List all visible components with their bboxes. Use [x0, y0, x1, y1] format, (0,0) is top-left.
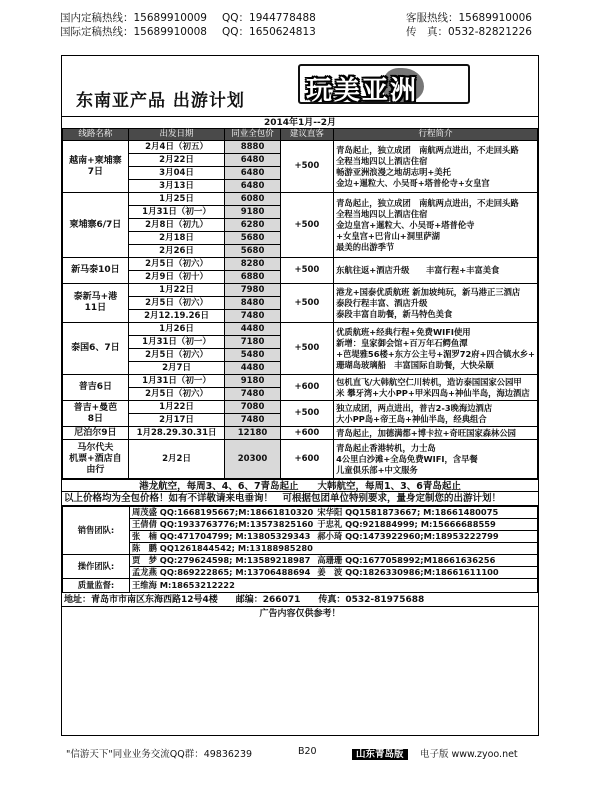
suggested-markup: +500: [280, 141, 333, 193]
title-bar: [62, 56, 538, 116]
departure-date: 2月4日（初五）: [128, 141, 225, 154]
itinerary-summary: [334, 427, 538, 440]
route-name: [63, 141, 129, 193]
itinerary-line: 4公里白沙滩+全岛免费WIFI，含早餐: [336, 453, 478, 464]
departure-date: 2月8日（初九）: [128, 219, 225, 232]
itinerary-line: 畅游亚洲浪漫之地胡志明+美托: [336, 166, 451, 177]
package-price: 8280: [225, 258, 280, 271]
route-name: [63, 323, 129, 375]
edition-site: 电子版 www.zyoo.net: [420, 749, 518, 760]
departure-date: 2月18日: [128, 232, 225, 245]
lower-section: [62, 479, 538, 621]
route-name-line: 普吉6日: [78, 382, 112, 392]
ops-team-label: 操作团队:: [63, 555, 130, 579]
itinerary-line: 儿童俱乐部+中文服务: [336, 464, 418, 475]
team-row: [63, 507, 538, 519]
package-price: 6080: [225, 193, 280, 206]
sales-team-contact: 宋华阳 QQ1581873667; M:18661480075: [315, 507, 537, 519]
departure-date: 2月22日: [128, 154, 225, 167]
departure-date: 2月5日（初六）: [128, 258, 225, 271]
itinerary-line: 金边皇宫+暹粒大、小吴哥+塔普伦寺: [336, 219, 475, 230]
suggested-markup: +500: [280, 401, 333, 427]
departure-date: 3月04日: [128, 167, 225, 180]
route-name-line: 新马泰10日: [71, 265, 120, 275]
team-row: [63, 519, 538, 531]
route-table: [62, 128, 538, 479]
itinerary-line: 独立成团，两点进出，普吉2-3晚海边酒店: [336, 402, 493, 413]
itinerary-line: 青岛起止，加德满都+博卡拉+奇旺国家森林公园: [336, 427, 516, 438]
suggested-markup: +600: [280, 375, 333, 401]
itinerary-line: 全程当地四以上酒店住宿: [336, 208, 428, 219]
departure-date: 2月7日: [128, 362, 225, 375]
col-price: 同业全包价: [225, 129, 280, 141]
table-row: [63, 258, 538, 271]
departure-date: 2月5日（初六）: [128, 349, 225, 362]
departure-date: 2月9日（初十）: [128, 271, 225, 284]
itinerary-line: 大小PP岛+帝王岛+神仙半岛，经典组合: [336, 413, 487, 424]
package-price: 9180: [225, 206, 280, 219]
departure-date: 2月2日: [128, 440, 225, 479]
package-price: 7480: [225, 310, 280, 323]
team-table: [62, 506, 538, 593]
sales-team-contact: 王倩倩 QQ:1933763776;M:13573825160: [130, 519, 316, 531]
route-name-line: 泰新马+港: [73, 292, 118, 302]
team-row: [63, 579, 538, 593]
route-name-line: 泰国6、7日: [71, 343, 120, 353]
departure-date: 1月28.29.30.31日: [128, 427, 225, 440]
departure-date: 2月5日（初六）: [128, 388, 225, 401]
package-price: 6880: [225, 271, 280, 284]
itinerary-summary: [334, 193, 538, 258]
brand-logo: [298, 64, 470, 104]
departure-date: 1月22日: [128, 401, 225, 414]
col-suggest: 建议直客: [280, 129, 333, 141]
price-note: 以上价格均为全包价格！如有不详敬请来电垂询！ 可根据包团单位特别要求，量身定制您的出游计划！: [62, 492, 538, 506]
route-rows: [63, 141, 538, 479]
itinerary-line: +女皇宫+巴肯山+洞里萨湖: [336, 230, 440, 241]
package-price: 7480: [225, 388, 280, 401]
col-route: 线路名称: [63, 129, 129, 141]
itinerary-line: 珊瑚岛玻璃船 丰富国际自助餐，大快朵颐: [336, 359, 494, 370]
intl-qq: QQ：1650624813: [222, 26, 316, 38]
team-row: [63, 555, 538, 567]
sales-team-contact: 郝小琦 QQ:1473922960;M:18953222799: [315, 531, 537, 543]
sales-team-contact: 于忠礼 QQ:921884999; M:15666688559: [315, 519, 537, 531]
itinerary-line: 米 攀牙湾+大小PP+甲米四岛+神仙半岛，海边酒店: [336, 387, 530, 398]
route-name: [63, 440, 129, 479]
package-price: 6480: [225, 167, 280, 180]
itinerary-summary: [334, 258, 538, 284]
departure-date: 3月13日: [128, 180, 225, 193]
itinerary-summary: [334, 284, 538, 323]
itinerary-line: 优质航班+经典行程+免费WIFI使用: [336, 326, 471, 337]
ad-note: 广告内容仅供参考！: [259, 609, 341, 619]
suggested-markup: +500: [280, 258, 333, 284]
route-name-line: 普吉+曼芭: [73, 402, 118, 413]
itinerary-line: 青岛起止香港转机，力士岛: [336, 442, 436, 453]
table-row: [63, 193, 538, 206]
package-price: 7080: [225, 401, 280, 414]
table-row: [63, 401, 538, 414]
route-name-line: 11日: [84, 303, 107, 313]
team-row: [63, 567, 538, 579]
package-price: 6480: [225, 154, 280, 167]
route-name-line: 尼泊尔9日: [74, 427, 117, 438]
col-date: 出发日期: [128, 129, 225, 141]
qq-group: "信游天下"同业业务交流QQ群：49836239: [66, 749, 253, 760]
itinerary-line: 港龙+国泰优质航班 新加坡纯玩，新马港正三酒店: [336, 286, 521, 297]
itinerary-line: 泰段丰富自助餐，新马特色美食: [336, 308, 453, 319]
departure-date: 2月17日: [128, 414, 225, 427]
logo-text: 玩美亚洲: [306, 76, 419, 104]
suggested-markup: +600: [280, 440, 333, 479]
itinerary-line: 新增：皇家御会馆+百万年石鳄鱼潭: [336, 337, 468, 348]
page-number: B20: [298, 746, 317, 757]
ops-team-contact: 孟龙燕 QQ:869222865; M:13706488694: [130, 567, 316, 579]
ops-team-contact: 高珊珊 QQ:1677058992;M18661636256: [315, 555, 537, 567]
table-row: [63, 323, 538, 336]
route-name: [63, 258, 129, 284]
itinerary-line: 最美的出游季节: [336, 241, 395, 252]
itinerary-line: 青岛起止，独立成团 南航两点进出，不走回头路: [336, 197, 519, 208]
route-name-line: 7日: [87, 166, 103, 177]
route-name-line: 8日: [87, 413, 103, 424]
address: 地址：青岛市市南区东海西路12号4楼 邮编：266071 传真：0532-81975688: [62, 593, 538, 607]
route-name-line: 马尔代夫: [77, 442, 114, 453]
table-row: [63, 141, 538, 154]
edition-badge: 山东青岛版: [352, 749, 408, 760]
suggested-markup: +500: [280, 284, 333, 323]
package-price: 5680: [225, 245, 280, 258]
col-intro: 行程简介: [334, 129, 538, 141]
itinerary-line: 金边+暹粒大、小吴哥+塔普伦寺+女皇宫: [336, 177, 490, 188]
table-row: [63, 427, 538, 440]
route-name: [63, 375, 129, 401]
package-price: 20300: [225, 440, 280, 479]
package-price: 9180: [225, 375, 280, 388]
departure-date: 2月5日（初六）: [128, 297, 225, 310]
fax: 传 真：0532-82821226: [406, 26, 532, 38]
team-row: [63, 543, 538, 555]
package-price: 8480: [225, 297, 280, 310]
sales-team-contact: [315, 543, 537, 555]
service-hotline: 客服热线：15689910006: [406, 12, 532, 24]
package-price: 6280: [225, 219, 280, 232]
departure-date: 1月31日（初一）: [128, 336, 225, 349]
package-price: 5680: [225, 232, 280, 245]
route-name-line: 机票+酒店自: [69, 453, 122, 464]
package-price: 4480: [225, 323, 280, 336]
team-row: [63, 531, 538, 543]
route-name-line: 柬埔寨6/7日: [69, 219, 122, 230]
route-name-line: 由行: [86, 464, 105, 475]
airline-note: 港龙航空，每周3、4、6、7青岛起止 大韩航空，每周1、3、6青岛起止: [62, 479, 538, 492]
table-row: [63, 284, 538, 297]
intl-hotline: 国际定稿热线：15689910008: [60, 26, 207, 38]
package-price: 8880: [225, 141, 280, 154]
sales-team-contact: 陈 鹏 QQ1261844542; M:13188985280: [130, 543, 316, 555]
itinerary-summary: [334, 440, 538, 479]
route-name: [63, 427, 129, 440]
itinerary-line: 青岛起止，独立成团 南航两点进出，不走回头路: [336, 144, 519, 155]
departure-date: 2月12.19.26日: [128, 310, 225, 323]
route-name: [63, 284, 129, 323]
domestic-qq: QQ：1944778488: [222, 12, 316, 24]
sales-team-label: 销售团队:: [63, 507, 130, 555]
sales-team-contact: 周茂盛 QQ:1668195667;M:18661810320: [130, 507, 316, 519]
flyer-frame: [61, 55, 539, 736]
departure-date: 1月25日: [128, 193, 225, 206]
table-row: [63, 375, 538, 388]
departure-date: 1月31日（初一）: [128, 206, 225, 219]
table-row: [63, 440, 538, 479]
departure-date: 1月26日: [128, 323, 225, 336]
suggested-markup: +500: [280, 193, 333, 258]
sales-team-contact: 张 楠 QQ:471704799; M:13805329343: [130, 531, 316, 543]
itinerary-summary: [334, 401, 538, 427]
itinerary-line: +芭堤雅56楼+东方公主号+湄罗72府+四合镇水乡+: [336, 348, 535, 359]
itinerary-summary: [334, 375, 538, 401]
route-name: [63, 401, 129, 427]
quality-label: 质量监督:: [63, 579, 130, 593]
itinerary-line: 东航往返+酒店升级 丰富行程+丰富美食: [336, 265, 500, 275]
suggested-markup: +600: [280, 427, 333, 440]
table-header: [63, 129, 538, 141]
itinerary-line: 包机直飞/大韩航空仁川转机，造访泰国国家公园甲: [336, 376, 522, 387]
package-price: 5480: [225, 349, 280, 362]
itinerary-line: 泰段行程丰富、酒店升级: [336, 297, 428, 308]
package-price: 4480: [225, 362, 280, 375]
domestic-hotline: 国内定稿热线：15689910009: [60, 12, 207, 24]
package-price: 7980: [225, 284, 280, 297]
route-name: [63, 193, 129, 258]
package-price: 12180: [225, 427, 280, 440]
departure-date: 1月22日: [128, 284, 225, 297]
departure-date: 2月26日: [128, 245, 225, 258]
package-price: 7480: [225, 414, 280, 427]
quality-person: 王维海 M:18653212222: [130, 579, 538, 593]
suggested-markup: +500: [280, 323, 333, 375]
package-price: 6480: [225, 180, 280, 193]
itinerary-summary: [334, 141, 538, 193]
departure-date: 1月31日（初一）: [128, 375, 225, 388]
package-price: 7180: [225, 336, 280, 349]
ops-team-contact: 贾 梦 QQ:279624598; M:13589218987: [130, 555, 316, 567]
route-name-line: 越南+柬埔寨: [69, 155, 122, 166]
page-title: 东南亚产品 出游计划: [76, 91, 245, 111]
itinerary-summary: [334, 323, 538, 375]
ops-team-contact: 姜 波 QQ:1826330986;M:18661611100: [315, 567, 537, 579]
date-range: 2014年1月--2月: [62, 116, 538, 128]
itinerary-line: 全程当地四以上酒店住宿: [336, 155, 428, 166]
